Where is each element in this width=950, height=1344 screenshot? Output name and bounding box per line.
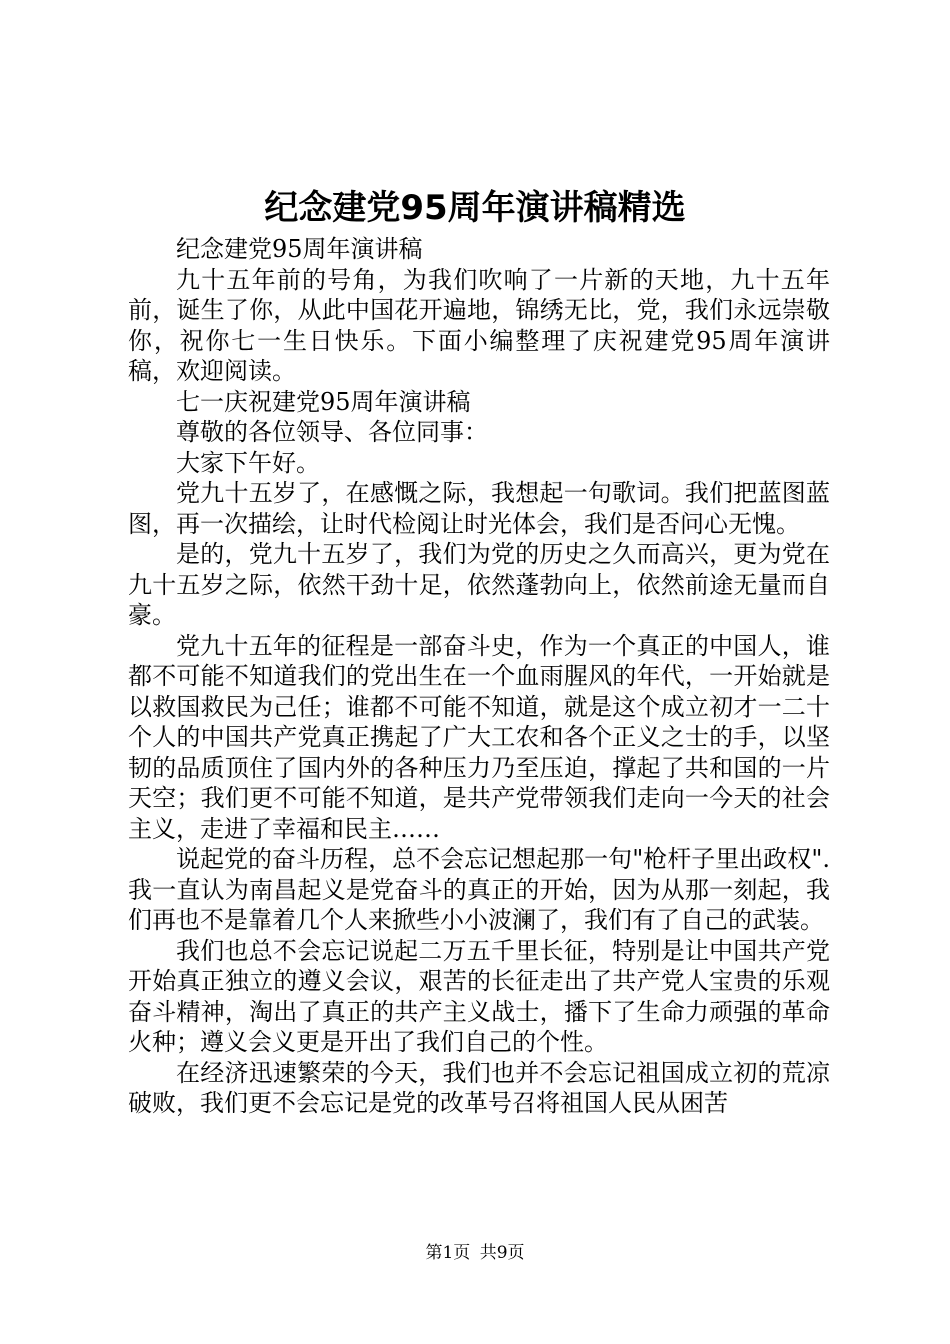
document-body	[128, 234, 830, 1119]
paragraph-body: 说起党的奋斗历程，总不会忘记想起那一句"枪杆子里出政权".我一直认为南昌起义是党奋斗的真正的开始，因为从那一刻起，我们再也不是靠着几个人来掀些小小波澜了，我们有了自己的武装。	[128, 845, 830, 934]
paragraph-body: 是的，党九十五岁了，我们为党的历史之久而高兴，更为党在九十五岁之际，依然干劲十足，依然蓬勃向上，依然前途无量而自豪。	[128, 540, 830, 629]
page-number: 第1页	[425, 1243, 471, 1263]
page-total: 共9页	[479, 1243, 525, 1263]
paragraph-speech-title: 七一庆祝建党95周年演讲稿	[176, 387, 471, 416]
paragraph-body: 我们也总不会忘记说起二万五千里长征，特别是让中国共产党开始真正独立的遵义会议，艰苦的长征走出了共产党人宝贵的乐观奋斗精神，淘出了真正的共产主义战士，播下了生命力顽强的革命火种；遵义会义更是开出了我们自己的个性。	[128, 936, 830, 1056]
paragraph-body: 党九十五年的征程是一部奋斗史，作为一个真正的中国人，谁都不可能不知道我们的党出生在一个血雨腥风的年代，一开始就是以救国救民为己任；谁都不可能不知道，就是这个成立初才一二十个人的中国共产党真正携起了广大工农和各个正义之士的手，以坚韧的品质顶住了国内外的各种压力乃至压迫，撑起了共和国的一片天空；我们更不可能不知道，是共产党带领我们走向一今天的社会主义，走进了幸福和民主……	[128, 631, 830, 843]
paragraph-greeting: 大家下午好。	[176, 448, 320, 477]
paragraph-subtitle: 纪念建党95周年演讲稿	[176, 235, 423, 263]
paragraph-body: 党九十五岁了，在感慨之际，我想起一句歌词。我们把蓝图蓝图，再一次描绘，让时代检阅让时光体会，我们是否问心无愧。	[128, 479, 830, 538]
document-title: 纪念建党95周年演讲稿精选	[264, 188, 686, 228]
paragraph-intro: 九十五年前的号角，为我们吹响了一片新的天地，九十五年前，诞生了你，从此中国花开遍地，锦绣无比，党，我们永远崇敬你，祝你七一生日快乐。下面小编整理了庆祝建党95周年演讲稿，欢迎阅读。	[128, 265, 830, 385]
paragraph-salutation: 尊敬的各位领导、各位同事：	[176, 418, 488, 446]
page-footer	[0, 1242, 950, 1264]
paragraph-body: 在经济迅速繁荣的今天，我们也并不会忘记祖国成立初的荒凉破败，我们更不会忘记是党的改革号召将祖国人民从困苦	[128, 1058, 830, 1117]
